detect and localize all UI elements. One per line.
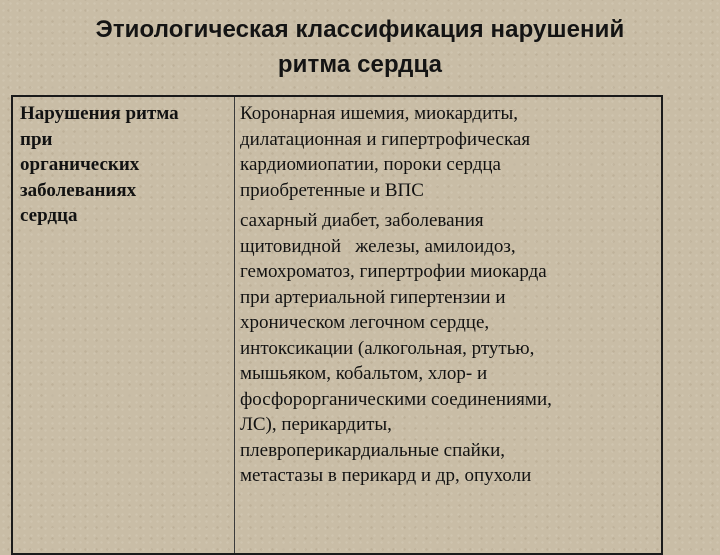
category-line: органических [20,154,140,175]
category-cell [20,101,230,229]
category-line: при [20,128,53,150]
causes-line: кардиомиопатии, пороки сердца [240,154,501,175]
slide-title-line: Этиологическая классификация нарушений [95,16,625,43]
column-divider [234,97,235,553]
causes-line: Коронарная ишемия, миокардиты, [240,103,519,124]
slide-title-line: ритма сердца [277,51,443,78]
causes-line: плевроперикардиальные спайки, [240,439,505,461]
causes-line: фосфорорганическими соединениями, [240,388,552,410]
causes-line: при артериальной гипертензии и [240,286,506,308]
causes-line: ЛС), перикардиты, [240,414,392,435]
category-line: Нарушения ритма [20,103,179,124]
causes-line: гемохроматоз, гипертрофии миокарда [240,261,547,282]
category-line: сердца [20,205,78,226]
category-line: заболеваниях [20,179,137,201]
causes-line: интоксикации (алкогольная, ртутью, [240,337,535,359]
slide-title [0,12,720,82]
classification-table [11,95,663,555]
causes-line: приобретенные и ВПС [240,179,424,201]
causes-line: метастазы в перикард и др, опухоли [240,465,532,486]
causes-line: дилатационная и гипертрофическая [240,128,531,150]
causes-line: мышьяком, кобальтом, хлор- и [240,363,488,384]
causes-line: щитовидной железы, амилоидоз, [240,235,516,257]
causes-cell [240,101,660,489]
causes-line: хроническом легочном сердце, [240,312,490,333]
causes-line: сахарный диабет, заболевания [240,210,484,231]
